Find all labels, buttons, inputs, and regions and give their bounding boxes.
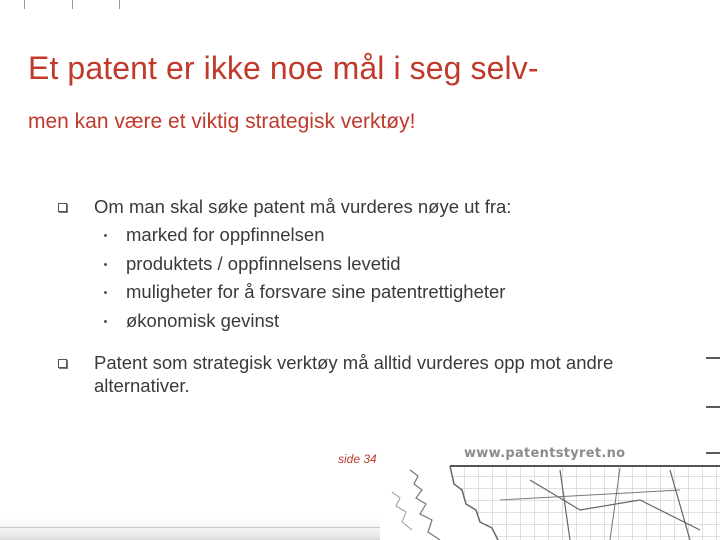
hollow-square-icon: [58, 359, 67, 368]
top-tick-mark: [24, 0, 25, 9]
edge-dash-mark: [706, 357, 720, 359]
bullet-list: [58, 195, 678, 397]
top-tick-mark: [72, 0, 73, 9]
sub-bullet-item: [94, 278, 678, 307]
small-dot-icon: [104, 263, 107, 266]
sub-bullet-text: marked for oppfinnelsen: [126, 224, 325, 245]
sub-bullet-text: økonomisk gevinst: [126, 309, 280, 331]
footer-rule: [0, 518, 380, 540]
edge-dash-mark: [706, 406, 720, 408]
sub-bullet-list: [94, 221, 678, 335]
small-dot-icon: [104, 320, 107, 323]
sub-bullet-item: [94, 221, 678, 250]
sub-bullet-text: muligheter for å forsvare sine patentrettigheter: [126, 281, 506, 302]
website-url: www.patentstyret.no: [464, 446, 626, 461]
page-number: side 34: [338, 452, 377, 466]
small-dot-icon: [104, 234, 107, 237]
map-watermark-graphic: [380, 440, 720, 540]
slide-title: Et patent er ikke noe mål i seg selv-: [28, 50, 539, 86]
slide-subtitle: men kan være et viktig strategisk verktøy!: [28, 110, 416, 133]
sub-bullet-text: produktets / oppfinnelsens levetid: [126, 252, 401, 274]
hollow-square-icon: [58, 203, 67, 212]
sub-bullet-item: [94, 307, 678, 336]
small-dot-icon: [104, 291, 107, 294]
bullet-text: Om man skal søke patent må vurderes nøye ut fra:: [94, 196, 512, 217]
bullet-text: Patent som strategisk verktøy må alltid vurderes opp mot andre alternativer.: [94, 352, 614, 396]
top-tick-mark: [119, 0, 120, 9]
bullet-item: [58, 351, 678, 397]
bullet-item: [58, 195, 678, 335]
sub-bullet-item: [94, 250, 678, 279]
